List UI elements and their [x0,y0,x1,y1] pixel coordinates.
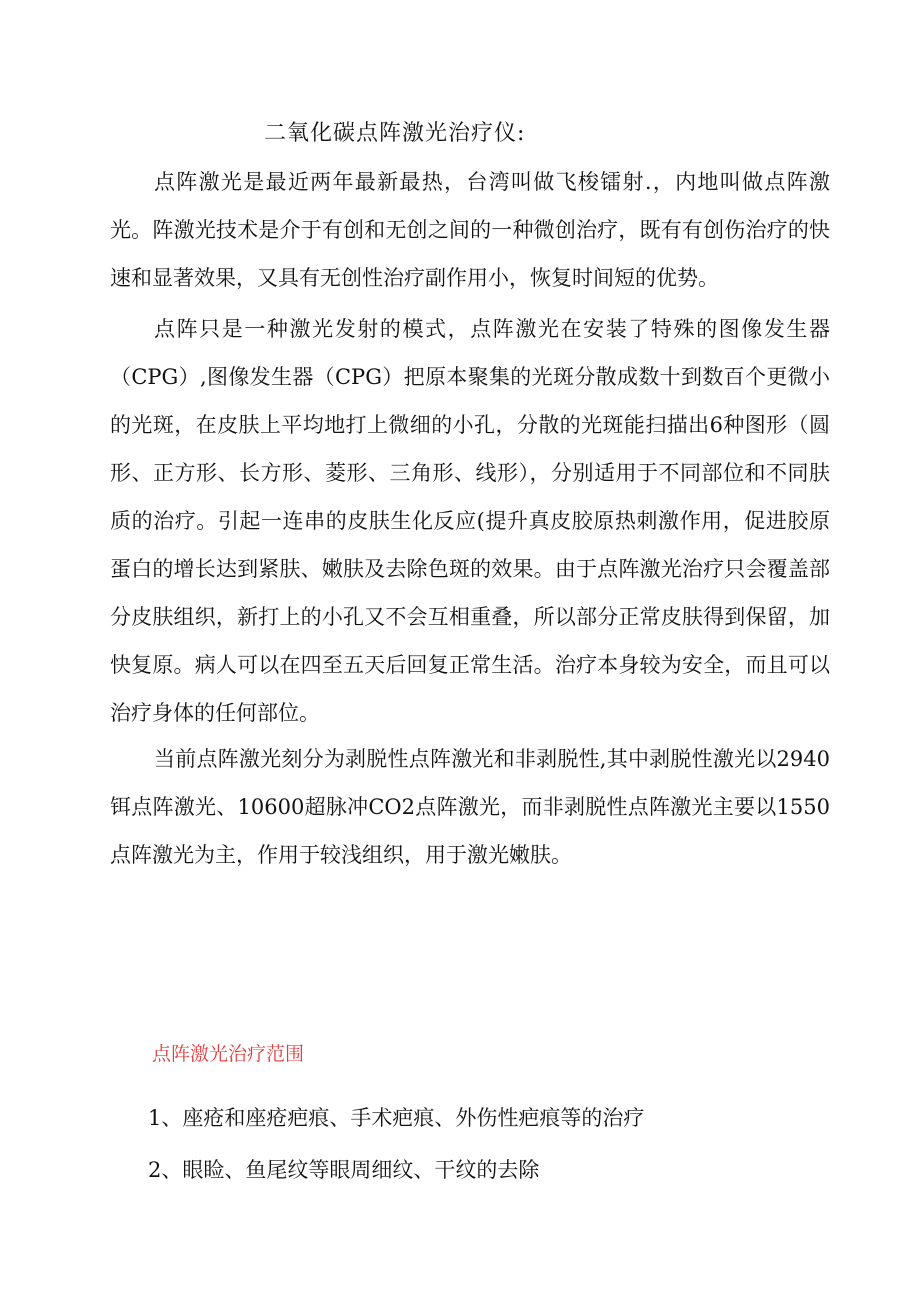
paragraph-mechanism: 点阵只是一种激光发射的模式，点阵激光在安装了特殊的图像发生器（CPG）,图像发生器（CPG）把原本聚集的光斑分散成数十到数百个更微小的光斑，在皮肤上平均地打上微细的小孔，分散的光斑能扫描出6种图形（圆形、正方形、长方形、菱形、三角形、线形），分别适用于不同部位和不同肤质的治疗。引起一连串的皮肤生化反应(提升真皮胶原热刺激作用，促进胶原蛋白的增长达到紧肤、嫩肤及去除色斑的效果。由于点阵激光治疗只会覆盖部分皮肤组织，新打上的小孔又不会互相重叠，所以部分正常皮肤得到保留，加快复原。病人可以在四至五天后回复正常生活。治疗本身较为安全，而且可以治疗身体的任何部位。 [110,317,830,725]
list-item: 2、眼睑、鱼尾纹等眼周细纹、干纹的去除 [148,1158,540,1182]
section-heading-treatment-scope: 点阵激光治疗范围 [152,1043,305,1065]
paragraph-classification: 当前点阵激光刻分为剥脱性点阵激光和非剥脱性,其中剥脱性激光以2940铒点阵激光、10600超脉冲CO2点阵激光，而非剥脱性点阵激光主要以1550点阵激光为主，作用于较浅组织，用于激光嫩肤。 [110,747,830,867]
list-item: 1、座疮和座疮疤痕、手术疤痕、外伤性疤痕等的治疗 [148,1106,645,1130]
treatment-list [148,1092,644,1196]
document-title: 二氧化碳点阵激光治疗仪: [264,121,526,146]
paragraph-intro: 点阵激光是最近两年最新最热，台湾叫做飞梭镭射.，内地叫做点阵激光。阵激光技术是介于有创和无创之间的一种微创治疗，既有有创伤治疗的快速和显著效果，又具有无创性治疗副作用小，恢复时间短的优势。 [110,170,830,290]
